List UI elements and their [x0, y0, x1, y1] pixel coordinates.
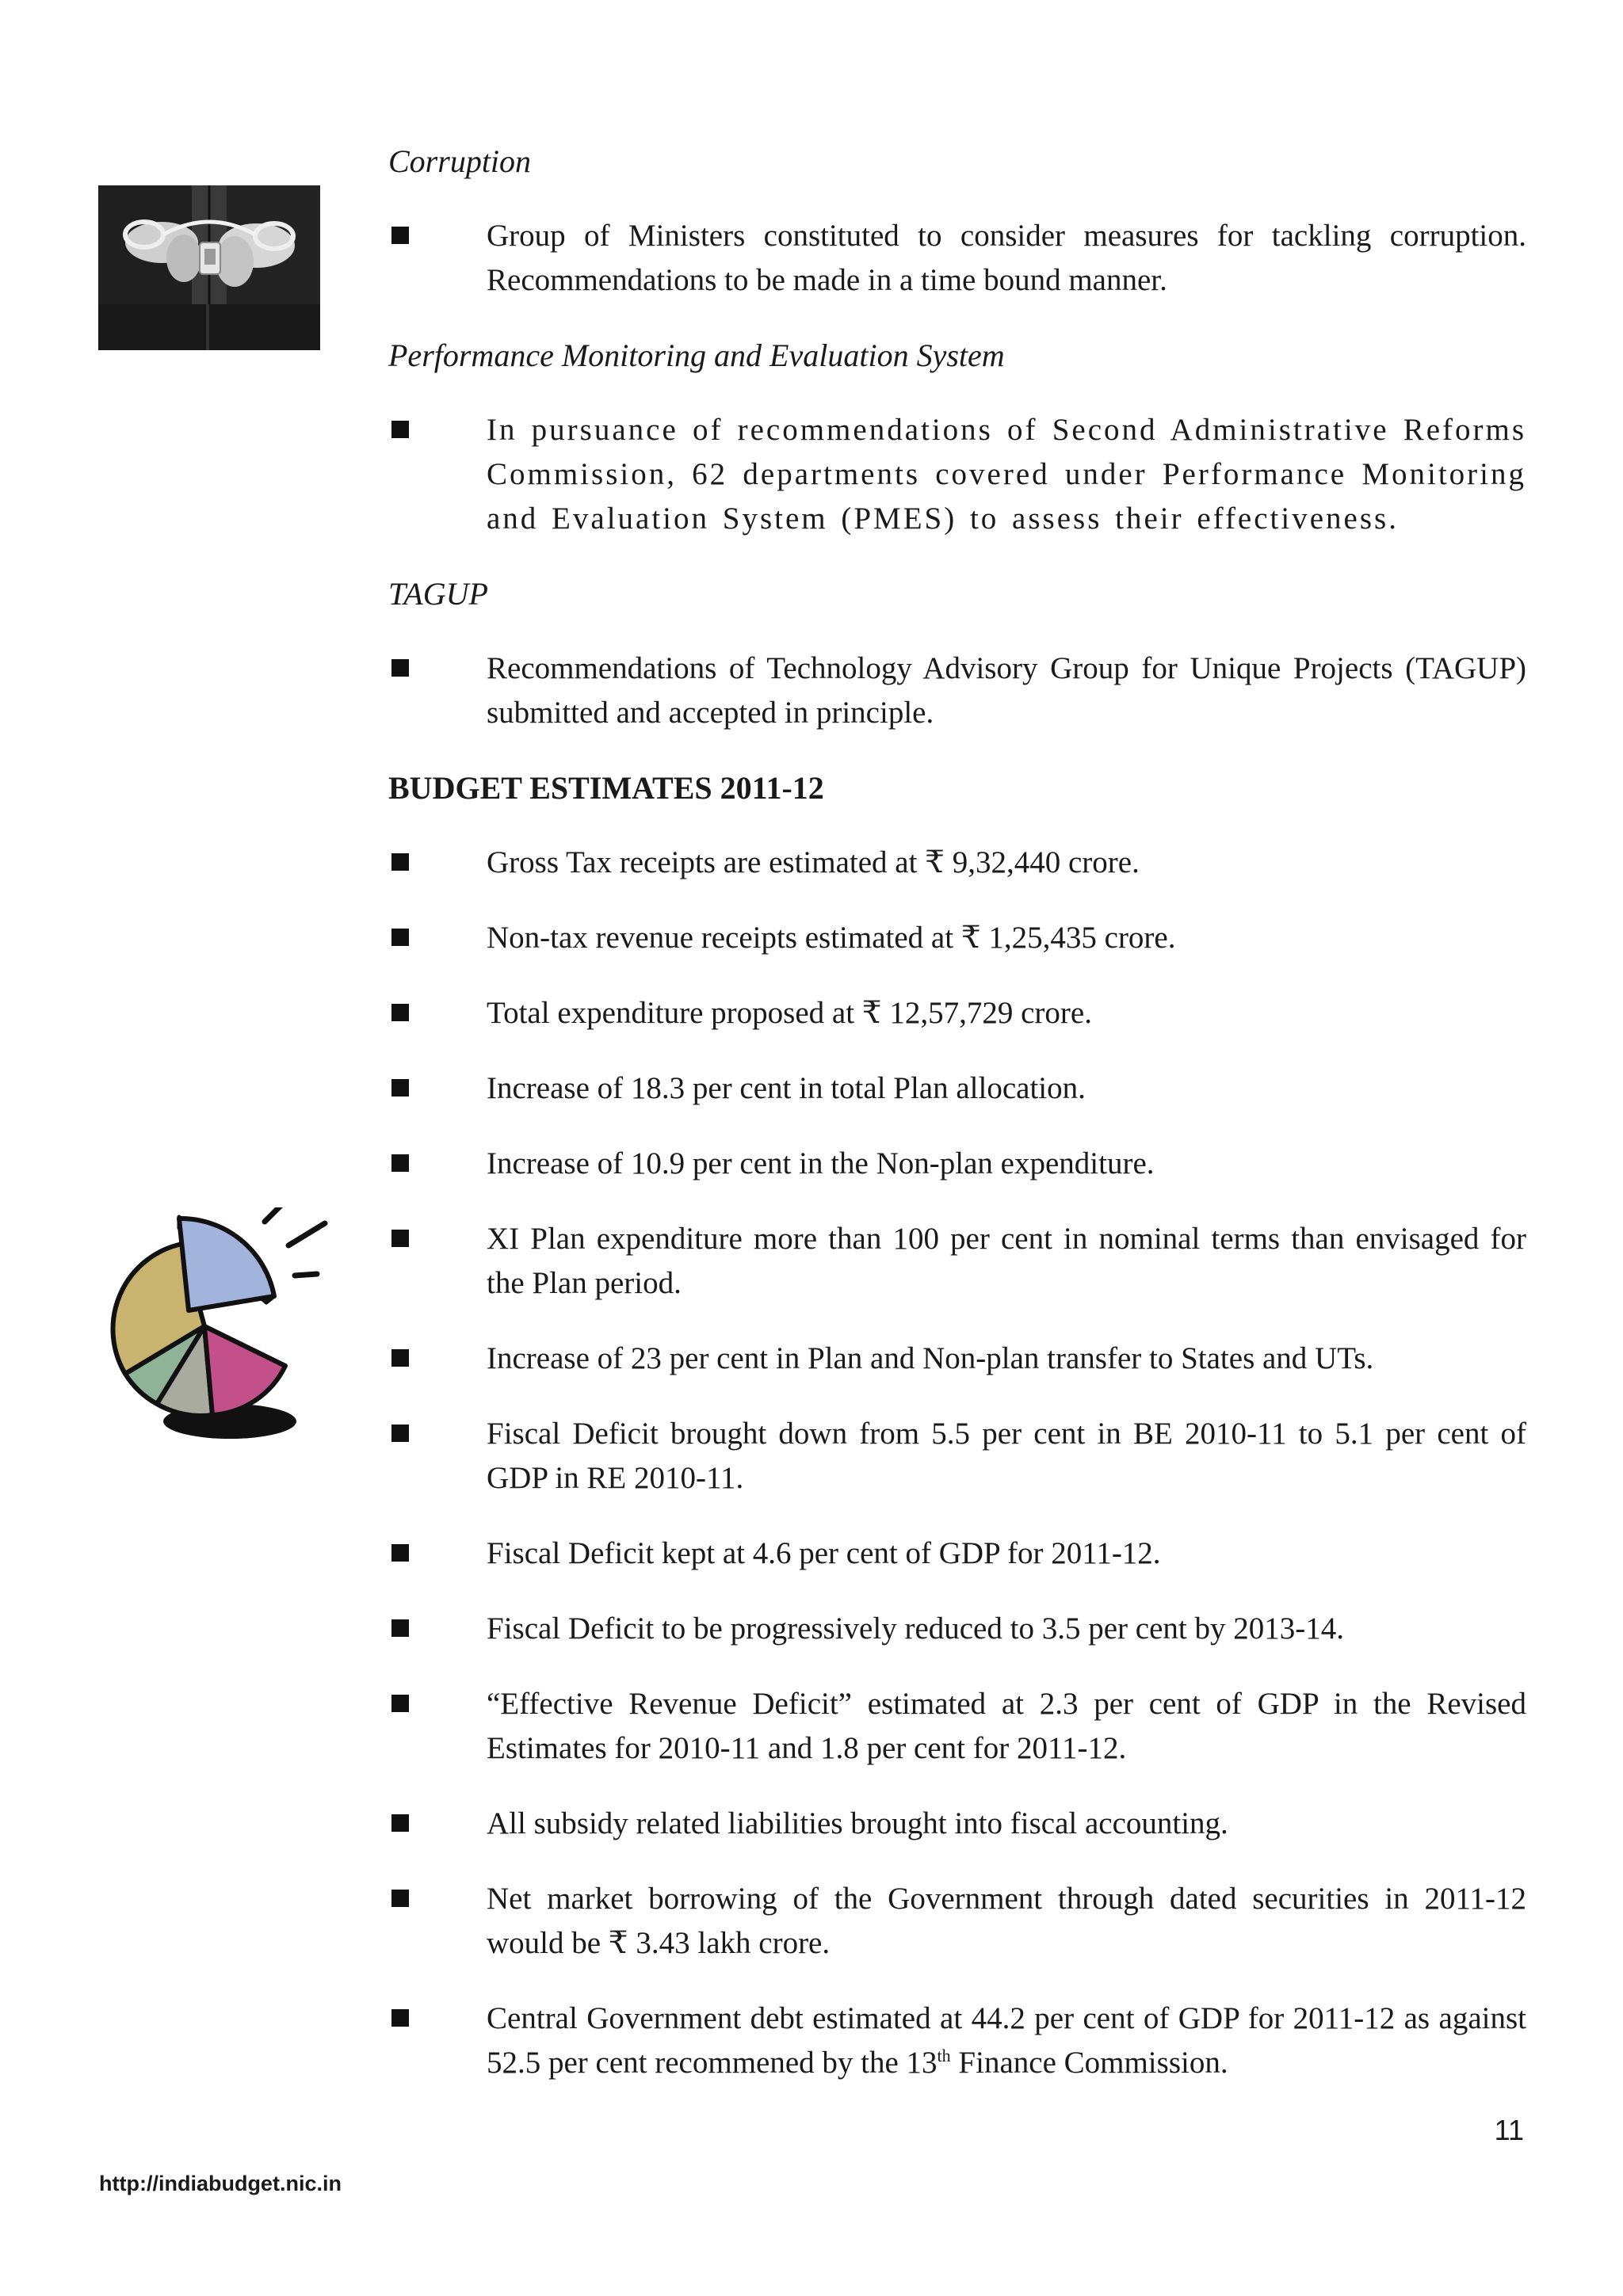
bullet-marker — [391, 929, 409, 946]
bullet-marker — [391, 1890, 409, 1907]
bullet-item — [388, 1142, 1526, 1186]
bullet-marker — [391, 1695, 409, 1712]
bullet-text: Recommendations of Technology Advisory Group for Unique Projects (TAGUP) submitted and accepted in principle. — [487, 651, 1526, 730]
bullet-text: Group of Ministers constituted to consider measures for tackling corruption. Recommendations to be made in a time bound manner. — [487, 219, 1526, 297]
bullet-item — [388, 408, 1526, 541]
bullet-marker — [391, 1230, 409, 1247]
handcuffs-icon — [98, 185, 320, 350]
bullet-text: Fiscal Deficit kept at 4.6 per cent of GDP for 2011-12. — [487, 1536, 1161, 1570]
bullet-item — [388, 646, 1526, 735]
bullet-marker — [391, 1349, 409, 1367]
heading-corruption: Corruption — [388, 143, 532, 179]
bullet-item — [388, 1066, 1526, 1111]
bullet-marker — [391, 853, 409, 871]
bullet-item — [388, 1802, 1526, 1846]
pie-chart-icon — [94, 1207, 339, 1445]
bullet-item — [388, 1412, 1526, 1501]
bullet-marker — [391, 659, 409, 677]
bullet-text: Central Government debt estimated at 44.2 per cent of GDP for 2011-12 as against 52.5 per cent recommened by the 13th Finance Commission. — [487, 2001, 1526, 2080]
bullet-item — [388, 991, 1526, 1035]
bullet-text: Total expenditure proposed at ₹ 12,57,729 crore. — [487, 996, 1092, 1030]
bullet-marker — [391, 227, 409, 244]
bullet-text: Gross Tax receipts are estimated at ₹ 9,32,440 crore. — [487, 845, 1140, 879]
bullet-item — [388, 1217, 1526, 1306]
bullet-text: Fiscal Deficit brought down from 5.5 per cent in BE 2010-11 to 5.1 per cent of GDP in RE 2010-11. — [487, 1417, 1526, 1495]
superscript: th — [937, 2046, 951, 2065]
bullet-marker — [391, 1154, 409, 1172]
bullet-item — [388, 214, 1526, 303]
main-content — [388, 139, 1526, 2085]
bullet-text: XI Plan expenditure more than 100 per cent in nominal terms than envisaged for the Plan period. — [487, 1222, 1526, 1300]
bullet-item — [388, 1607, 1526, 1651]
bullet-marker — [391, 421, 409, 438]
bullet-item — [388, 916, 1526, 960]
heading-pmes: Performance Monitoring and Evaluation System — [388, 338, 1005, 373]
bullet-item — [388, 1682, 1526, 1771]
bullet-item — [388, 1531, 1526, 1576]
bullet-text: Increase of 23 per cent in Plan and Non-plan transfer to States and UTs. — [487, 1341, 1374, 1375]
budget-bullet-list — [388, 841, 1526, 1997]
bullet-marker — [391, 1004, 409, 1021]
bullet-item — [388, 841, 1526, 885]
bullet-marker — [391, 2009, 409, 2027]
bullet-marker — [391, 1544, 409, 1562]
bullet-item — [388, 1997, 1526, 2085]
page-number: 11 — [1494, 2114, 1524, 2146]
bullet-marker — [391, 1814, 409, 1832]
footer-url: http://indiabudget.nic.in — [99, 2172, 342, 2195]
bullet-marker — [391, 1619, 409, 1637]
heading-budget-estimates: BUDGET ESTIMATES 2011-12 — [388, 770, 824, 806]
bullet-text: Increase of 18.3 per cent in total Plan allocation. — [487, 1071, 1086, 1105]
bullet-text: Net market borrowing of the Government through dated securities in 2011-12 would be ₹ 3.43 lakh crore. — [487, 1882, 1526, 1960]
bullet-text: All subsidy related liabilities brought into fiscal accounting. — [487, 1806, 1228, 1840]
bullet-text: In pursuance of recommendations of Second Administrative Reforms Commission, 62 departments covered under Performance Monitoring and Evaluation System (PMES) to assess their effectiveness. — [487, 413, 1526, 536]
bullet-text: Fiscal Deficit to be progressively reduced to 3.5 per cent by 2013-14. — [487, 1611, 1344, 1646]
bullet-marker — [391, 1079, 409, 1097]
bullet-item — [388, 1337, 1526, 1381]
bullet-text: Increase of 10.9 per cent in the Non-plan expenditure. — [487, 1146, 1155, 1180]
bullet-text: “Effective Revenue Deficit” estimated at 2.3 per cent of GDP in the Revised Estimates for 2010-11 and 1.8 per cent for 2011-12. — [487, 1687, 1526, 1765]
bullet-text: Non-tax revenue receipts estimated at ₹ 1,25,435 crore. — [487, 921, 1176, 955]
bullet-marker — [391, 1425, 409, 1442]
bullet-item — [388, 1877, 1526, 1966]
heading-tagup: TAGUP — [388, 576, 488, 612]
